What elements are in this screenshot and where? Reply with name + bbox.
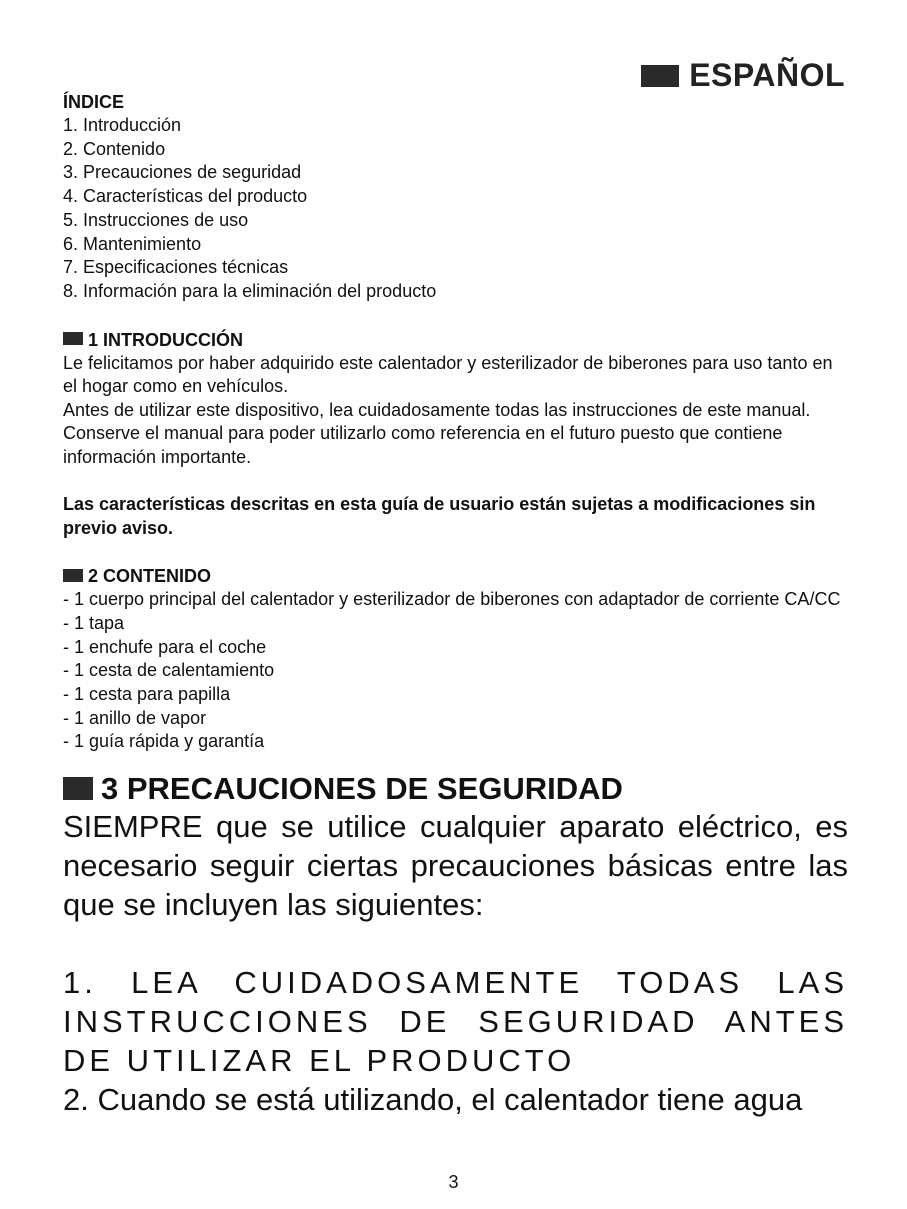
list-item: - 1 guía rápida y garantía bbox=[63, 731, 265, 752]
intro-title: 1 INTRODUCCIÓN bbox=[88, 329, 244, 350]
list-item: - 1 enchufe para el coche bbox=[63, 636, 267, 657]
page-number: 3 bbox=[448, 1172, 459, 1192]
list-item: - 1 cesta de calentamiento bbox=[63, 660, 275, 681]
square-bullet-icon bbox=[63, 332, 83, 345]
square-bullet-icon bbox=[63, 569, 83, 582]
language-header bbox=[641, 57, 845, 94]
index-list bbox=[63, 114, 848, 304]
notice-paragraph: Las características descritas en esta guía de usuario están sujetas a modificaciones sin previo aviso. bbox=[63, 494, 816, 538]
safety-heading bbox=[63, 771, 848, 807]
index-item: 4. Características del producto bbox=[63, 186, 308, 207]
index-item: 2. Contenido bbox=[63, 138, 166, 159]
index-item: 8. Información para la eliminación del producto bbox=[63, 280, 437, 301]
safety-title: 3 PRECAUCIONES DE SEGURIDAD bbox=[101, 771, 623, 807]
intro-paragraph-1: Le felicitamos por haber adquirido este calentador y esterilizador de biberones para uso tanto en el hogar como en vehículos. bbox=[63, 352, 833, 397]
index-title: ÍNDICE bbox=[63, 92, 125, 112]
safety-intro: SIEMPRE que se utilice cualquier aparato eléctrico, es necesario seguir ciertas precauciones básicas entre las que se incluyen las siguientes: bbox=[63, 809, 848, 923]
index-item: 1. Introducción bbox=[63, 115, 182, 135]
intro-paragraph-2: Antes de utilizar este dispositivo, lea cuidadosamente todas las instrucciones de este manual. Conserve el manual para poder utilizarlo como referencia en el futuro puesto que contiene información importante. bbox=[63, 399, 811, 467]
contents-heading bbox=[63, 564, 848, 588]
index-item: 5. Instrucciones de uso bbox=[63, 209, 249, 230]
safety-item-1: 1. LEA CUIDADOSAMENTE TODAS LAS INSTRUCCIONES DE SEGURIDAD ANTES DE UTILIZAR EL PRODUCTO bbox=[63, 965, 848, 1079]
index-item: 3. Precauciones de seguridad bbox=[63, 162, 302, 183]
list-item: - 1 cuerpo principal del calentador y esterilizador de biberones con adaptador de corriente CA/CC bbox=[63, 589, 841, 610]
index-item: 6. Mantenimiento bbox=[63, 233, 202, 254]
index-item: 7. Especificaciones técnicas bbox=[63, 257, 289, 278]
list-item: - 1 cesta para papilla bbox=[63, 683, 231, 704]
contents-title: 2 CONTENIDO bbox=[88, 566, 212, 587]
contents-list bbox=[63, 588, 848, 754]
intro-heading bbox=[63, 328, 848, 352]
list-item: - 1 tapa bbox=[63, 612, 125, 633]
square-bullet-icon bbox=[63, 777, 93, 800]
square-bullet-icon bbox=[641, 65, 679, 87]
page-content bbox=[63, 90, 848, 1119]
list-item: - 1 anillo de vapor bbox=[63, 707, 207, 728]
language-label: ESPAÑOL bbox=[689, 57, 845, 93]
safety-item-2: 2. Cuando se está utilizando, el calentador tiene agua bbox=[63, 1082, 803, 1118]
